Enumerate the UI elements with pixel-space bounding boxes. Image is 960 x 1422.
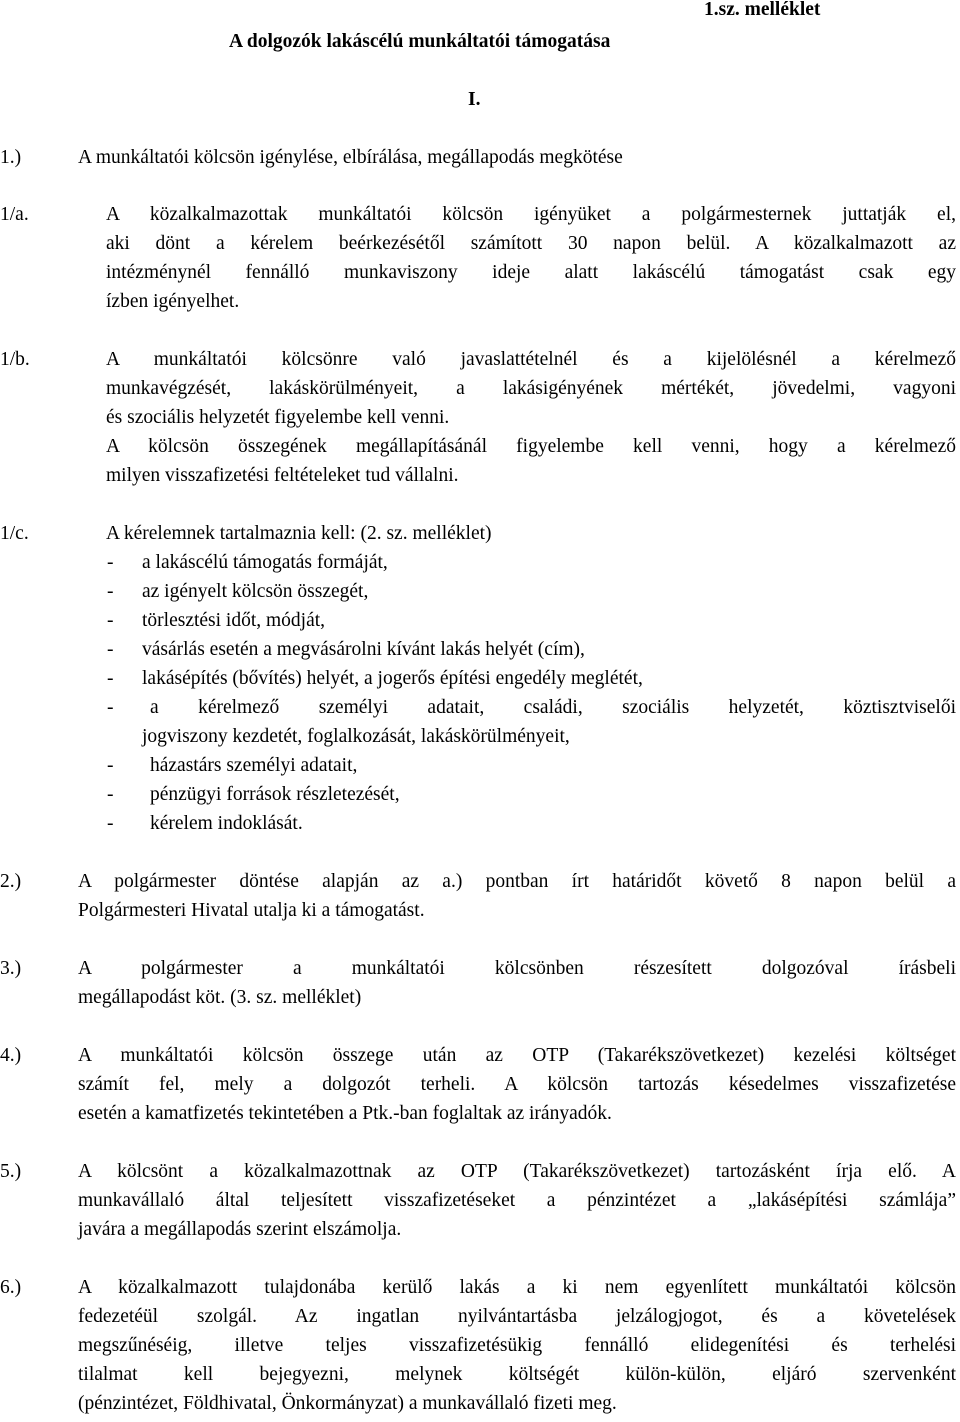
list-item — [0, 610, 960, 639]
section-number: 3.) — [0, 958, 22, 979]
paragraph-line: munkavállaló által teljesített visszafizetéseket a pénzintézet a „lakásépítési számlája” — [78, 1190, 956, 1211]
list-item-text: a kérelmező személyi adatait, családi, szociális helyzetét, köztisztviselői — [150, 697, 956, 718]
dash-marker: - — [107, 697, 114, 718]
dash-marker: - — [107, 813, 114, 834]
list-item-text: törlesztési időt, módját, — [142, 610, 326, 631]
list-item — [0, 668, 960, 697]
annex-label: 1.sz. melléklet — [704, 0, 821, 20]
list-item-text: vásárlás esetén a megvásárolni kívánt lakás helyét (cím), — [142, 639, 585, 660]
subsection-number: 1/a. — [0, 204, 29, 225]
paragraph-line: A munkáltatói kölcsönre való javaslattételnél és a kijelölésnél a kérelmező — [106, 349, 956, 370]
dash-marker: - — [107, 610, 114, 631]
paragraph-line: A kölcsön összegének megállapításánál figyelembe kell venni, hogy a kérelmező — [106, 436, 956, 457]
paragraph-line: A munkáltatói kölcsön összege után az OTP (Takarékszövetkezet) kezelési költséget — [78, 1045, 956, 1066]
paragraph-line: A közalkalmazottak munkáltatói kölcsön igényüket a polgármesternek juttatják el, — [106, 204, 956, 225]
list-intro: A kérelemnek tartalmaznia kell: (2. sz. melléklet) — [106, 523, 492, 544]
section-number: 1.) — [0, 147, 22, 168]
list-item-text: lakásépítés (bővítés) helyét, a jogerős építési engedély meglétét, — [142, 668, 643, 689]
dash-marker: - — [107, 639, 114, 660]
list-item-text: kérelem indoklását. — [150, 813, 303, 834]
paragraph-line: aki dönt a kérelem beérkezésétől számított 30 napon belül. A közalkalmazott az — [106, 233, 956, 254]
paragraph-line: esetén a kamatfizetés tekintetében a Ptk.-ban foglaltak az irányadók. — [78, 1103, 612, 1124]
section-number: 4.) — [0, 1045, 22, 1066]
list-item — [0, 813, 960, 842]
paragraph-line: számít fel, mely a dolgozót terheli. A kölcsön tartozás késedelmes visszafizetése — [78, 1074, 956, 1095]
paragraph-line: megállapodást köt. (3. sz. melléklet) — [78, 987, 362, 1008]
subsection-number: 1/b. — [0, 349, 30, 370]
list-item-text: pénzügyi források részletezését, — [150, 784, 400, 805]
list-item — [0, 784, 960, 813]
section-heading: A munkáltatói kölcsön igénylése, elbírálása, megállapodás megkötése — [78, 147, 623, 168]
paragraph-line: (pénzintézet, Földhivatal, Önkormányzat) a munkavállaló fizeti meg. — [78, 1393, 617, 1414]
paragraph-line: és szociális helyzetét figyelembe kell venni. — [106, 407, 450, 428]
list-item — [0, 755, 960, 784]
paragraph-line: tilalmat kell bejegyezni, melynek költségét külön-külön, eljáró szervenként — [78, 1364, 956, 1385]
list-item — [0, 639, 960, 668]
roman-numeral-heading: I. — [468, 89, 481, 110]
document-title: A dolgozók lakáscélú munkáltatói támogatása — [229, 31, 611, 52]
paragraph-line: intézménynél fennálló munkaviszony ideje alatt lakáscélú támogatást csak egy — [106, 262, 956, 283]
paragraph-line: javára a megállapodás szerint elszámolja. — [78, 1219, 402, 1240]
paragraph-line: megszűnéséig, illetve teljes visszafizetésükig fennálló elidegenítési és terhelési — [78, 1335, 956, 1356]
dash-marker: - — [107, 755, 114, 776]
paragraph-line: A közalkalmazott tulajdonába kerülő lakás a ki nem egyenlített munkáltatói kölcsön — [78, 1277, 956, 1298]
list-item — [0, 552, 960, 581]
list-item-text: a lakáscélú támogatás formáját, — [142, 552, 388, 573]
paragraph-line: ízben igényelhet. — [106, 291, 240, 312]
paragraph-line: milyen visszafizetési feltételeket tud vállalni. — [106, 465, 459, 486]
dash-marker: - — [107, 668, 114, 689]
list-item-text: az igényelt kölcsön összegét, — [142, 581, 369, 602]
paragraph-line: A kölcsönt a közalkalmazottnak az OTP (Takarékszövetkezet) tartozásként írja elő. A — [78, 1161, 956, 1182]
paragraph-line: fedezetéül szolgál. Az ingatlan nyilvántartásba jelzálogjogot, és a követelések — [78, 1306, 956, 1327]
paragraph-line: A polgármester döntése alapján az a.) pontban írt határidőt követő 8 napon belül a — [78, 871, 956, 892]
list-item — [0, 697, 960, 726]
section-number: 2.) — [0, 871, 22, 892]
list-item — [0, 581, 960, 610]
list-item-text: házastárs személyi adatait, — [150, 755, 358, 776]
dash-marker: - — [107, 784, 114, 805]
paragraph-line: munkavégzését, lakáskörülményeit, a lakásigényének mértékét, jövedelmi, vagyoni — [106, 378, 956, 399]
paragraph-line: A polgármester a munkáltatói kölcsönben részesített dolgozóval írásbeli — [78, 958, 956, 979]
paragraph-line: Polgármesteri Hivatal utalja ki a támogatást. — [78, 900, 425, 921]
section-number: 5.) — [0, 1161, 22, 1182]
dash-marker: - — [107, 552, 114, 573]
subsection-number: 1/c. — [0, 523, 29, 544]
section-number: 6.) — [0, 1277, 22, 1298]
list-item-continuation: jogviszony kezdetét, foglalkozását, lakáskörülményeit, — [142, 726, 570, 747]
dash-marker: - — [107, 581, 114, 602]
